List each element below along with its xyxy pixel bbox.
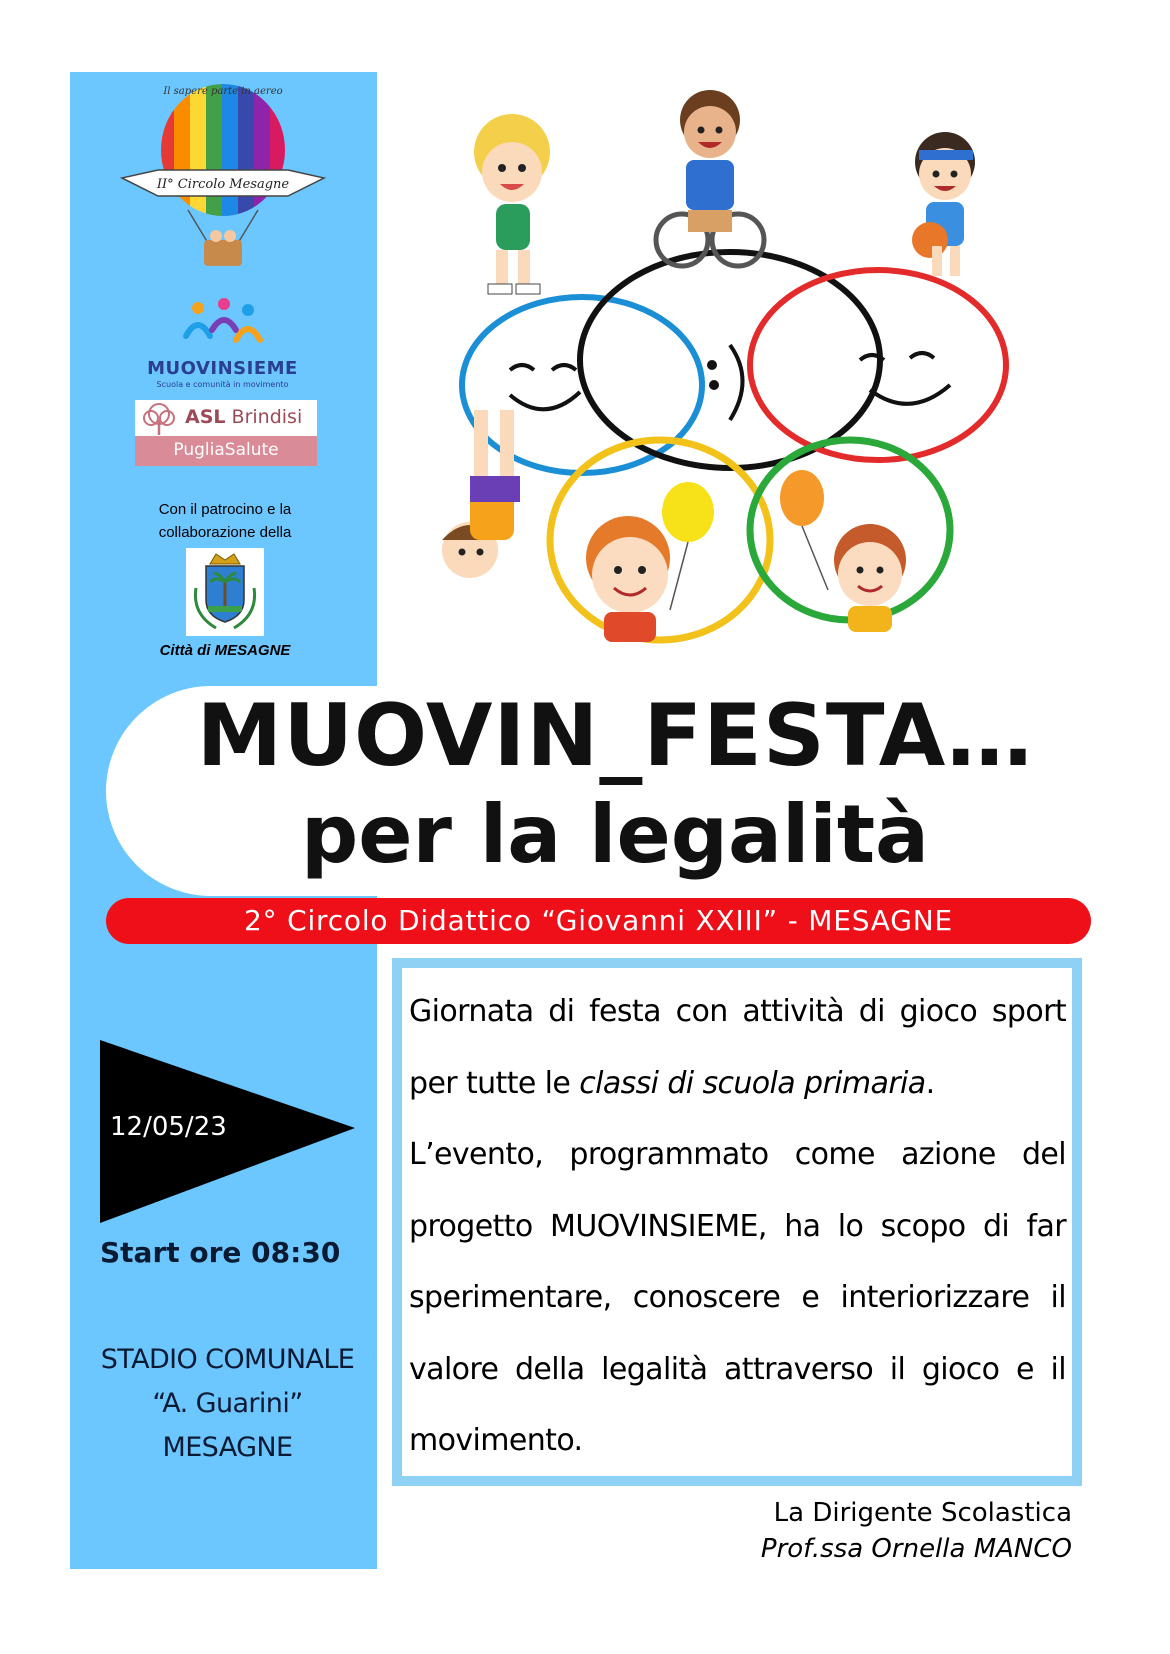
patronage-text <box>125 498 325 544</box>
venue-line-3: MESAGNE <box>162 1432 293 1463</box>
puglia-salute-band <box>135 436 317 466</box>
kid-handstand <box>442 410 520 578</box>
muovinsieme-subtitle: Scuola e comunità in movimento <box>156 380 289 389</box>
patronage-line-1: Con il patrocino e la <box>158 501 292 518</box>
description-text <box>409 976 1066 1477</box>
asl-top <box>135 400 317 436</box>
asl-brindisi-logo <box>135 400 317 466</box>
ring-black <box>580 252 880 468</box>
description-paragraph-1 <box>409 976 1066 1119</box>
patronage-line-2: collaborazione della <box>158 524 292 541</box>
circolo-balloon-logo <box>118 78 328 278</box>
event-date: 12/05/23 <box>110 1112 227 1142</box>
start-time: Start ore 08:30 <box>100 1236 341 1269</box>
kid-yellow-balloon <box>586 482 714 642</box>
signature-role: La Dirigente Scolastica <box>773 1498 1072 1528</box>
kid-wheelchair <box>656 90 764 266</box>
venue <box>80 1338 375 1470</box>
description-p1-start: Giornata di festa con attività di gioco sport per tutte le <box>409 994 1066 1101</box>
tree-icon <box>139 402 179 436</box>
school-name: 2° Circolo Didattico “Giovanni XXIII” - MESAGNE <box>243 904 953 937</box>
event-title: MUOVIN_FESTA… <box>196 686 1034 786</box>
description-p1-italic: classi di scuola primaria <box>579 1065 926 1101</box>
puglia-salute-text: PugliaSalute <box>173 440 279 460</box>
kid-basketball <box>912 132 975 276</box>
balloon-banner-text: II° Circolo Mesagne <box>156 177 290 192</box>
asl-city: Brindisi <box>231 406 303 428</box>
signature-name: Prof.ssa Ornella MANCO <box>760 1534 1072 1564</box>
kid-roller-skater <box>474 114 550 294</box>
description-paragraph-2: L’evento, programmato come azione del progetto MUOVINSIEME, ha lo scopo di far sperimentare, conoscere e interiorizzare il valore della legalità attraverso il gioco e il movimento. <box>409 1137 1066 1458</box>
muovinsieme-title: MUOVINSIEME <box>147 358 298 379</box>
muovinsieme-figures-icon <box>178 296 268 354</box>
children-rings-illustration <box>430 80 1070 660</box>
venue-line-1: STADIO COMUNALE <box>100 1344 355 1375</box>
city-coat-of-arms-icon <box>186 548 264 636</box>
event-subtitle: per la legalità <box>300 788 930 881</box>
balloon-arc-text: Il sapere parte in aereo <box>163 86 283 97</box>
city-name: Città di MESAGNE <box>159 642 291 659</box>
description-p1-end: . <box>925 1065 935 1101</box>
venue-line-2: “A. Guarini” <box>152 1388 303 1419</box>
asl-bold: ASL <box>185 406 226 428</box>
muovinsieme-logo <box>140 296 305 391</box>
